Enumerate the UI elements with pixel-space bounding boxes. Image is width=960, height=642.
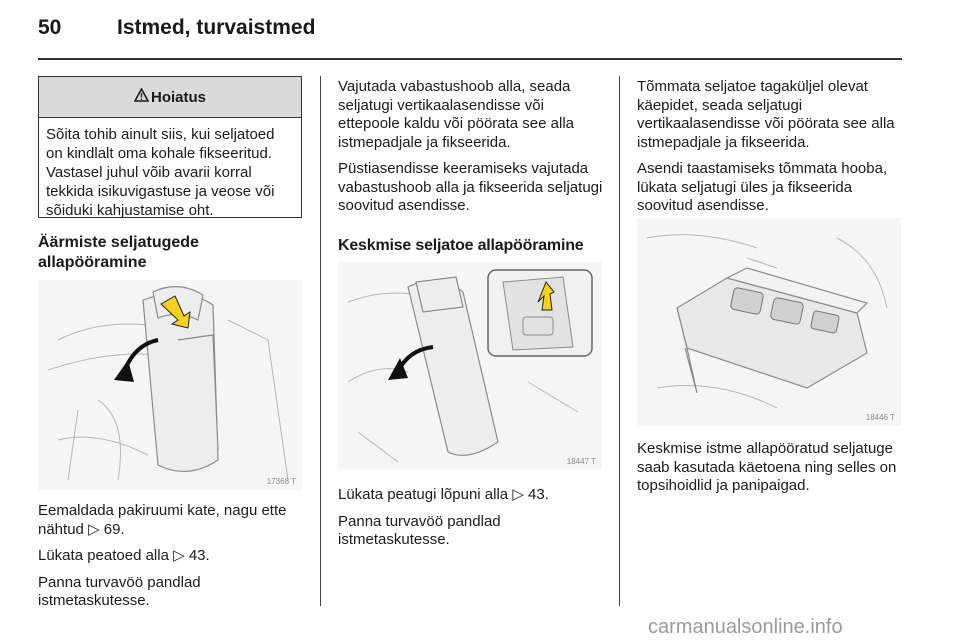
column-2-text-bottom <box>338 486 603 558</box>
outer-backrest-heading: Äärmiste seljatugede allapööramine <box>38 234 199 271</box>
paragraph: Püstiasendisse keeramiseks vajutada vabastushoob alla ja fikseerida seljatugi soovitud asendisse. <box>338 160 603 214</box>
column-divider <box>320 76 321 606</box>
outer-backrest-illustration <box>38 280 302 490</box>
paragraph: Asendi taastamiseks tõmmata hooba, lükata seljatugi üles ja fikseerida soovitud asendisse. <box>637 160 888 214</box>
section-title: Istmed, turvaistmed <box>117 16 316 39</box>
middle-backrest-figure <box>338 262 602 470</box>
column-2-text-top <box>338 78 603 224</box>
paragraph: Panna turvavöö pandlad istmetaskutesse. <box>38 573 201 609</box>
armrest-figure <box>637 218 901 426</box>
figure-id: 17368 T <box>266 477 296 486</box>
paragraph: Panna turvavöö pandlad istmetaskutesse. <box>338 512 501 548</box>
column-1-text <box>38 502 308 619</box>
warning-title: Hoiatus <box>150 88 206 106</box>
figure-id: 18446 T <box>865 413 895 422</box>
paragraph: Tõmmata seljatoe tagaküljel olevat käepidet, seada seljatugi vertikaalasendisse või pöörata see alla istmepadjale ja fikseerida. <box>637 78 895 151</box>
paragraph: Eemaldada pakiruumi kate, nagu ette nähtud ▷ 69. <box>38 502 287 538</box>
warning-triangle-icon <box>134 88 149 106</box>
warning-text: Sõita tohib ainult siis, kui seljatoed on kindlalt oma kohale fikseeritud. Vastasel juhul võib avarii korral tekkida isikuvigastuse ja veose või sõiduki kahjustamise oht. <box>46 126 275 219</box>
paragraph: Keskmise istme allapööratud seljatuge saab kasutada käetoena ning selles on topsihoidlid ja panipaigad. <box>637 440 897 494</box>
warning-box <box>38 76 302 218</box>
reference-arrow-icon: ▷ <box>88 520 100 538</box>
reference-arrow-icon: ▷ <box>512 486 524 503</box>
figure-id: 18447 T <box>566 457 596 466</box>
armrest-illustration <box>637 218 901 426</box>
middle-backrest-illustration <box>338 262 602 470</box>
page-number: 50 <box>38 16 62 39</box>
reference-arrow-icon: ▷ <box>173 547 185 564</box>
watermark: carmanualsonline.info <box>648 616 843 638</box>
warning-header <box>39 77 301 118</box>
paragraph: Lükata peatugi lõpuni alla ▷ 43. <box>338 486 549 503</box>
column-divider <box>619 76 620 606</box>
header-rule <box>38 58 902 60</box>
middle-backrest-heading: Keskmise seljatoe allapööramine <box>338 237 584 254</box>
paragraph: Vajutada vabastushoob alla, seada seljatugi vertikaalasendisse või ettepoole kaldu või pöörata see alla istmepadjale ja fikseerida. <box>338 78 575 151</box>
paragraph: Lükata peatoed alla ▷ 43. <box>38 547 210 564</box>
outer-backrest-figure <box>38 280 302 490</box>
column-3-text-bottom <box>637 440 902 504</box>
column-3-text-top <box>637 78 902 224</box>
